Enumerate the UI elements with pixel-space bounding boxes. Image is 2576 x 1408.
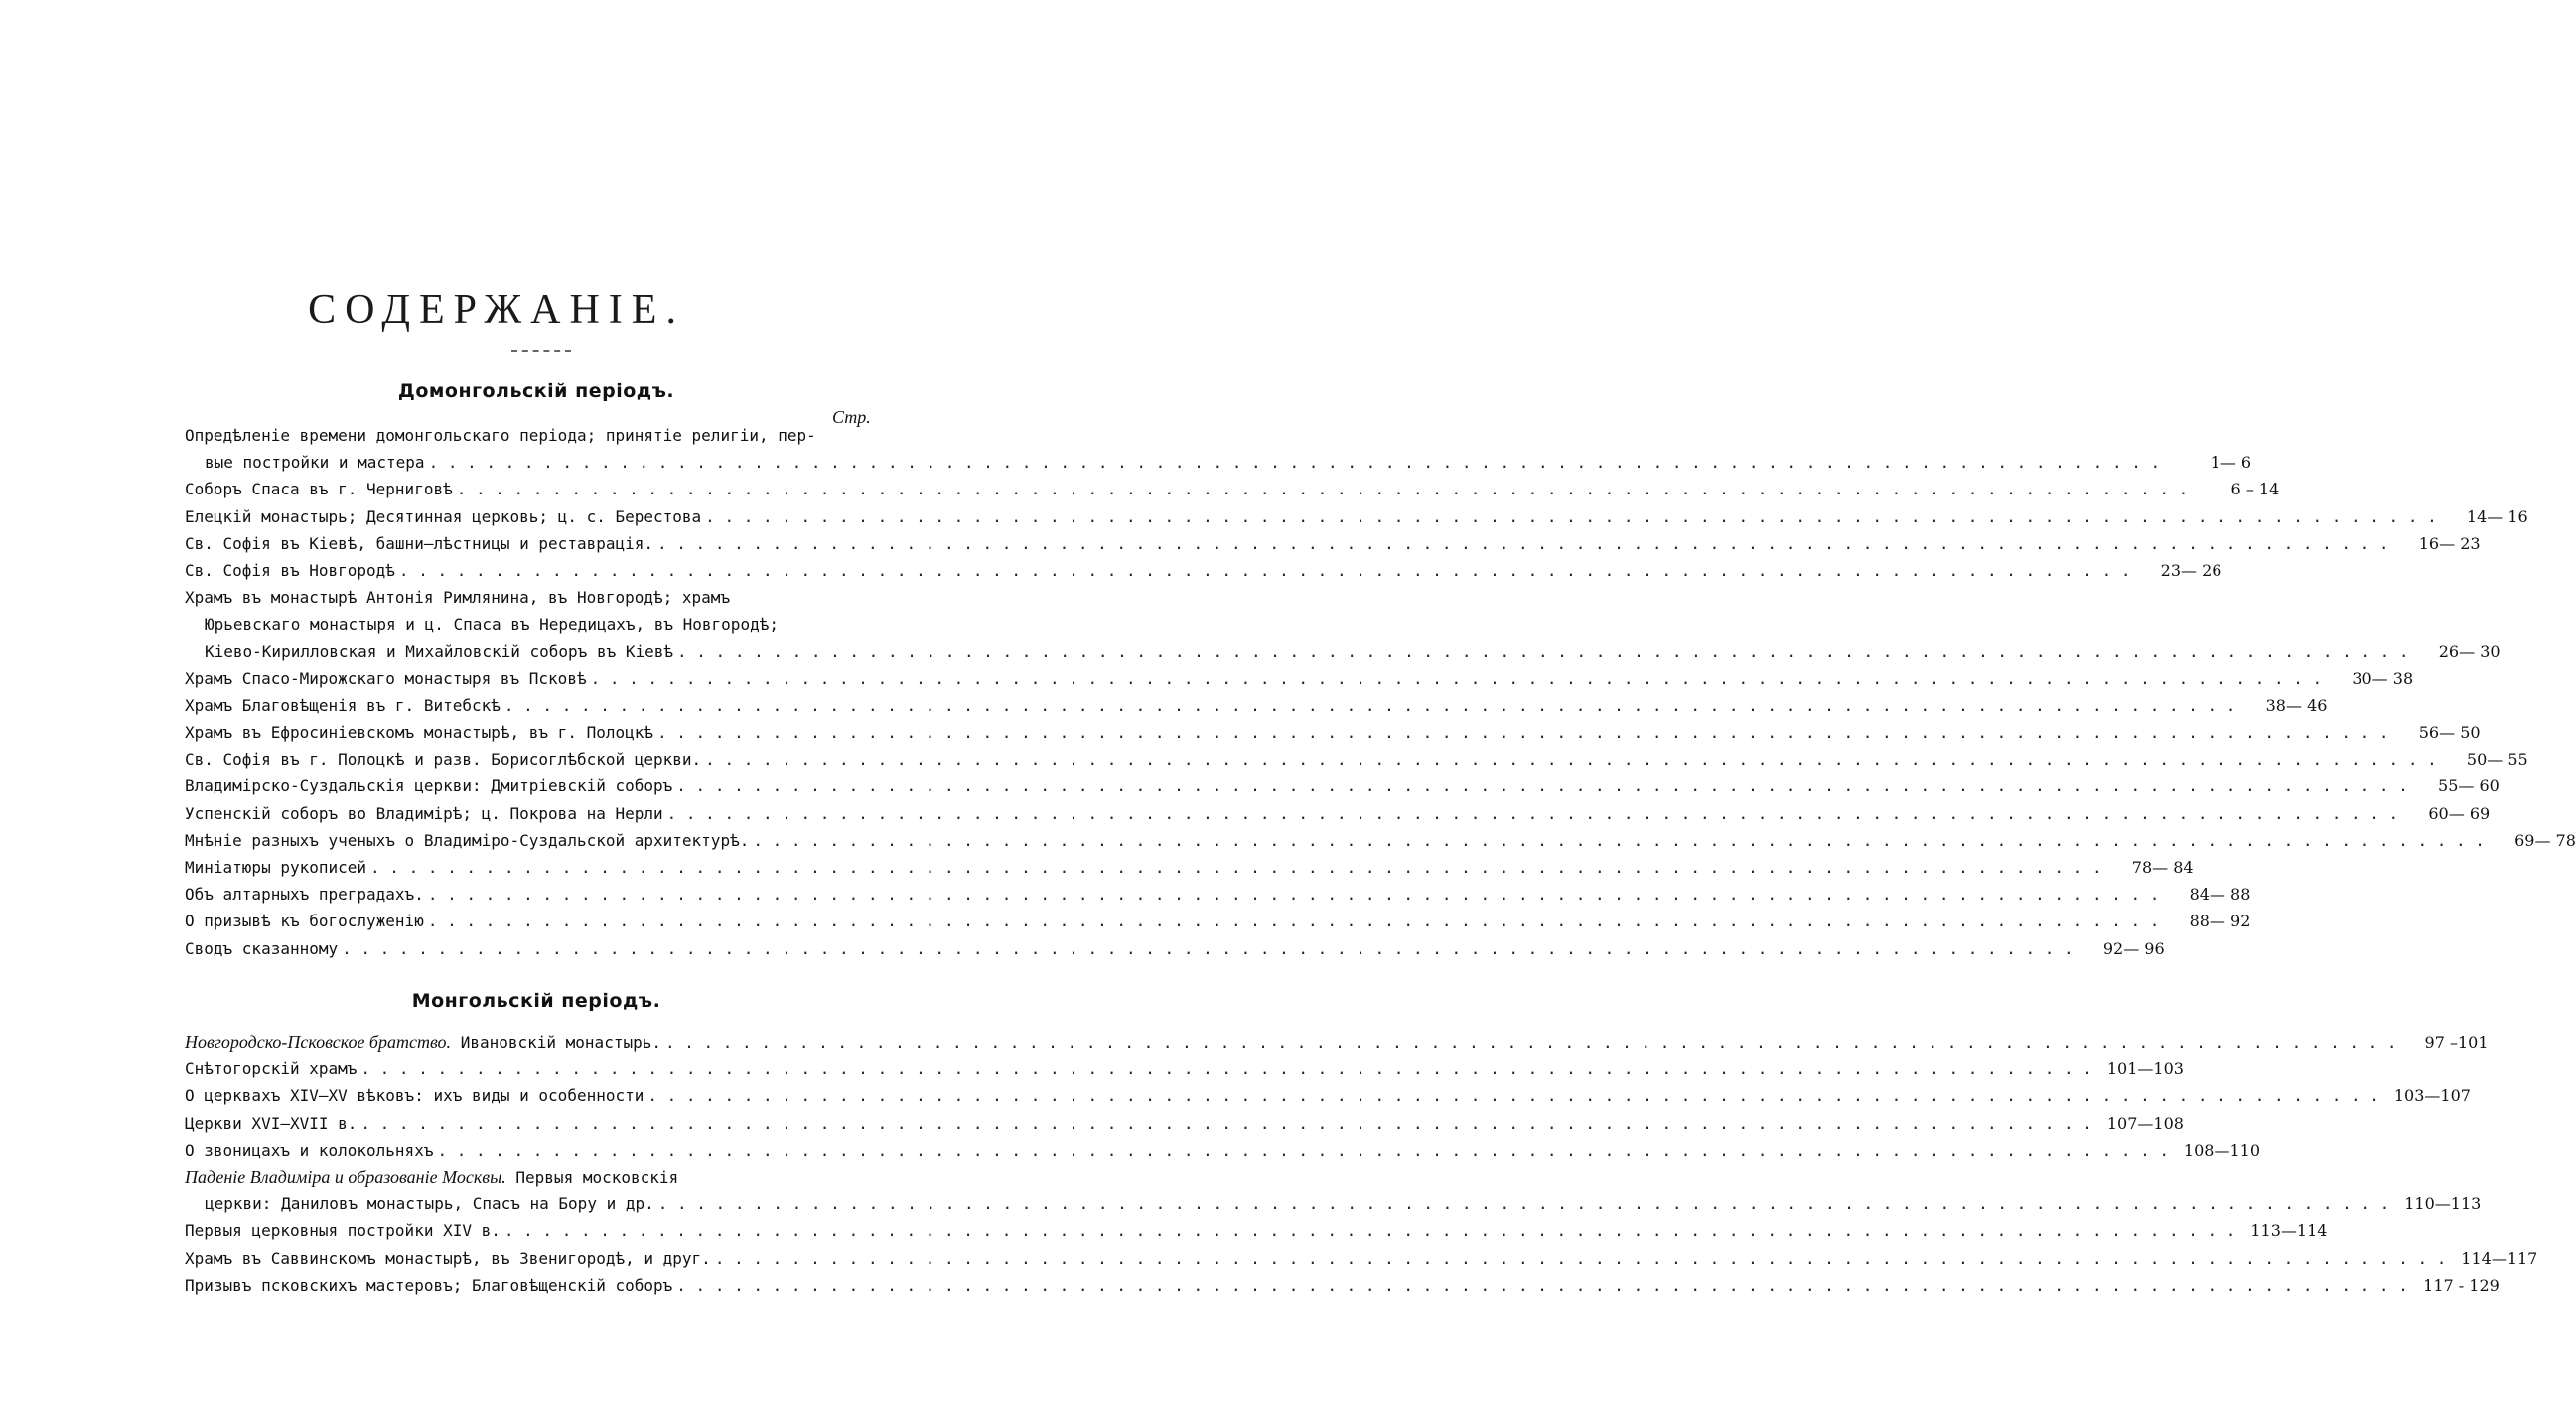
- dot-leader: [753, 827, 2485, 854]
- dot-leader: [657, 530, 2389, 557]
- dot-leader: [428, 908, 2160, 934]
- toc-entry-line: [185, 935, 2165, 962]
- toc-entry-line: [185, 1137, 2260, 1164]
- toc-entry-line: [185, 1217, 2328, 1244]
- toc-entry-text: [185, 1272, 672, 1299]
- toc-entry[interactable]: [185, 1137, 2260, 1164]
- toc-entry-text: [185, 422, 816, 449]
- toc-entry[interactable]: [185, 476, 2280, 502]
- toc-entry-text: [185, 1110, 357, 1137]
- toc-entry-text: [185, 584, 730, 611]
- toc-entry-line: [185, 827, 2576, 854]
- dot-leader: [665, 1029, 2397, 1056]
- toc-entry-line: [185, 692, 2328, 719]
- toc-entry[interactable]: [185, 800, 2491, 827]
- toc-entry-plain-text: Соборъ Спаса въ г. Черниговѣ: [185, 480, 453, 499]
- toc-entry-italic-text: Новгородско-Псковское братство.: [185, 1032, 452, 1052]
- toc-entry-pages: 30— 38: [2352, 668, 2414, 688]
- toc-entry-plain-text: Св. Софія въ Новгородѣ: [185, 560, 395, 580]
- toc-entry-plain-text: О звоницахъ и колокольняхъ: [185, 1140, 434, 1160]
- toc-entry[interactable]: [185, 719, 2481, 746]
- dot-leader: [705, 746, 2437, 773]
- toc-entry-pages: 14— 16: [2466, 506, 2528, 526]
- toc-entry-text: [185, 557, 395, 584]
- toc-entry[interactable]: [185, 584, 2501, 665]
- toc-entry-plain-text: Владимірско-Суздальскія церкви: Дмитріевскій соборъ: [185, 776, 673, 796]
- toc-entry[interactable]: [185, 1110, 2184, 1137]
- toc-entry-pages: 117 - 129: [2423, 1275, 2500, 1295]
- dot-leader: [715, 1245, 2447, 1272]
- toc-entry-pages: 56— 50: [2418, 723, 2481, 743]
- toc-entry-text: [185, 1137, 433, 1164]
- toc-entry-line: [185, 1056, 2184, 1082]
- toc-entry-pages: 38— 46: [2265, 695, 2328, 715]
- toc-entry[interactable]: [185, 503, 2528, 530]
- toc-entry-plain-text: Церкви XVI—XVII в.: [185, 1113, 358, 1133]
- toc-entry-line: [185, 1110, 2184, 1137]
- toc-entry-text: [185, 692, 501, 719]
- toc-entry-line: [185, 665, 2414, 692]
- toc-entry-pages: 110—113: [2404, 1195, 2482, 1214]
- toc-entry-plain-text: Храмъ въ Саввинскомъ монастырѣ, въ Звенигородѣ, и друг.: [185, 1248, 711, 1268]
- toc-list-mongol: [185, 1029, 2538, 1299]
- toc-entry-line: [185, 422, 898, 449]
- toc-entry-plain-text: Елецкій монастырь; Десятинная церковь; ц. с. Берестова: [185, 506, 702, 526]
- toc-entry-plain-text: Ивановскій монастырь.: [451, 1033, 661, 1052]
- toc-entry-line: [185, 1245, 2538, 1272]
- page-title: СОДЕРЖАНІЕ.: [308, 287, 685, 333]
- toc-entry[interactable]: [185, 773, 2500, 799]
- toc-entry-plain-text: Опредѣленіе времени домонгольскаго періода; принятіе религіи, пер-: [185, 426, 816, 445]
- dot-leader: [647, 1082, 2379, 1109]
- toc-entry[interactable]: [185, 1217, 2328, 1244]
- toc-entry[interactable]: [185, 422, 2252, 476]
- toc-entry-pages: 6 – 14: [2230, 480, 2280, 499]
- toc-entry-text: [185, 476, 453, 502]
- toc-entry-text: [185, 1245, 711, 1272]
- toc-entry-line: [185, 584, 898, 611]
- toc-entry-line: [185, 773, 2500, 799]
- toc-entry[interactable]: [185, 1164, 2482, 1217]
- toc-entry-plain-text: Св. Софія въ Кіевѣ, башни—лѣстницы и реставрація.: [185, 533, 654, 553]
- toc-entry[interactable]: [185, 908, 2251, 934]
- dot-leader: [370, 854, 2102, 881]
- toc-entry-text: [185, 1082, 644, 1109]
- toc-entry-plain-text: Кіево-Кирилловская и Михайловскій соборъ въ Кіевѣ: [205, 641, 674, 661]
- toc-entry-plain-text: Первыя московскія: [505, 1167, 679, 1187]
- toc-entry-pages: 78— 84: [2131, 858, 2194, 877]
- dot-leader: [429, 449, 2161, 476]
- title-ornament: [511, 350, 571, 353]
- toc-entry-pages: 114—117: [2461, 1248, 2538, 1268]
- toc-entry-text: [185, 1029, 661, 1056]
- toc-entry-text: [205, 611, 779, 637]
- dot-leader: [676, 1272, 2408, 1299]
- toc-entry[interactable]: [185, 881, 2251, 908]
- toc-entry-text: [205, 1191, 654, 1217]
- dot-leader: [677, 638, 2409, 665]
- toc-entry-pages: 101—103: [2106, 1059, 2184, 1079]
- toc-entry-line: [185, 881, 2251, 908]
- toc-entry-italic-text: Паденіе Владиміра и образованіе Москвы.: [185, 1166, 506, 1187]
- toc-entry-plain-text: Первыя церковныя постройки XIV в.: [185, 1221, 501, 1241]
- toc-entry-plain-text: Храмъ Спасо-Мирожскаго монастыря въ Псковѣ: [185, 668, 587, 688]
- toc-entry-plain-text: Храмъ въ монастырѣ Антонія Римлянина, въ Новгородѣ; храмъ: [185, 588, 731, 608]
- toc-entry-text: [185, 854, 366, 881]
- dot-leader: [342, 935, 2074, 962]
- toc-entry-pages: 108—110: [2183, 1140, 2260, 1160]
- toc-entry[interactable]: [185, 1245, 2538, 1272]
- toc-entry-text: [185, 1217, 501, 1244]
- toc-entry-plain-text: Храмъ Благовѣщенія въ г. Витебскѣ: [185, 695, 501, 715]
- toc-entry[interactable]: [185, 1272, 2500, 1299]
- dot-leader: [360, 1110, 2092, 1137]
- toc-entry-plain-text: Мнѣніе разныхъ ученыхъ о Владиміро-Суздальской архитектурѣ.: [185, 830, 750, 850]
- toc-entry-line: [185, 638, 2501, 665]
- toc-entry-plain-text: Миніатюры рукописей: [185, 858, 367, 877]
- dot-leader: [504, 1217, 2236, 1244]
- toc-entry-text: [185, 773, 672, 799]
- toc-entry-plain-text: церкви: Даниловъ монастырь, Спасъ на Бору и др.: [205, 1195, 654, 1214]
- toc-entry-pages: 26— 30: [2438, 641, 2501, 661]
- toc-entry-pages: 16— 23: [2418, 533, 2481, 553]
- toc-entry-line: [185, 1272, 2500, 1299]
- toc-entry-pages: 60— 69: [2428, 803, 2491, 823]
- toc-entry-text: [185, 1164, 678, 1191]
- dot-leader: [360, 1056, 2092, 1082]
- dot-leader: [457, 476, 2189, 502]
- toc-entry-plain-text: О церквахъ XIV—XV вѣковъ: ихъ виды и особенности: [185, 1086, 644, 1106]
- section-heading-mongol: Монгольскій періодъ.: [411, 990, 661, 1012]
- toc-entry-text: [185, 503, 701, 530]
- dot-leader: [667, 800, 2399, 827]
- toc-entry-text: [205, 449, 425, 476]
- toc-entry-plain-text: Храмъ въ Ефросиніевскомъ монастырѣ, въ г. Полоцкѣ: [185, 723, 654, 743]
- toc-entry-pages: 107—108: [2106, 1113, 2184, 1133]
- dot-leader: [658, 1191, 2390, 1217]
- toc-entry-text: [185, 665, 587, 692]
- toc-entry-plain-text: Снѣтогорскій храмъ: [185, 1059, 358, 1079]
- toc-list-premongol: [185, 422, 2576, 962]
- toc-entry-plain-text: Сводъ сказанному: [185, 938, 339, 958]
- toc-entry-line: [185, 1191, 2482, 1217]
- toc-entry[interactable]: [185, 557, 2222, 584]
- toc-entry-plain-text: Призывъ псковскихъ мастеровъ; Благовѣщенскій соборъ: [185, 1275, 673, 1295]
- toc-entry[interactable]: [185, 827, 2576, 854]
- toc-entry-line: [185, 800, 2491, 827]
- toc-entry-line: [185, 719, 2481, 746]
- toc-entry-text: [185, 827, 749, 854]
- toc-entry-line: [185, 476, 2280, 502]
- dot-leader: [428, 881, 2160, 908]
- toc-entry-line: [185, 530, 2481, 557]
- toc-entry[interactable]: [185, 1056, 2184, 1082]
- toc-entry-pages: 113—114: [2250, 1221, 2328, 1241]
- toc-entry-plain-text: Успенскій соборъ во Владимірѣ; ц. Покрова на Нерли: [185, 803, 663, 823]
- toc-entry-plain-text: Объ алтарныхъ преградахъ.: [185, 885, 424, 905]
- toc-entry[interactable]: [185, 1029, 2489, 1056]
- toc-entry-plain-text: О призывѣ къ богослуженію: [185, 912, 424, 931]
- toc-entry-plain-text: вые постройки и мастера: [205, 453, 425, 473]
- toc-entry-text: [185, 1056, 357, 1082]
- toc-entry[interactable]: [185, 854, 2194, 881]
- toc-entry-pages: 69— 78: [2514, 830, 2576, 850]
- section-heading-premongol: Домонгольскій періодъ.: [397, 380, 675, 402]
- toc-entry-text: [185, 530, 653, 557]
- toc-entry-line: [185, 611, 898, 637]
- page-column-label: Стр.: [832, 407, 871, 427]
- toc-entry-pages: 88— 92: [2189, 912, 2251, 931]
- dot-leader: [676, 773, 2408, 799]
- toc-entry-line: [185, 908, 2251, 934]
- toc-entry-text: [185, 746, 701, 773]
- toc-entry-text: [185, 719, 653, 746]
- toc-entry-line: [185, 854, 2194, 881]
- toc-entry[interactable]: [185, 935, 2165, 962]
- toc-entry[interactable]: [185, 746, 2528, 773]
- toc-entry-text: [185, 935, 338, 962]
- toc-entry[interactable]: [185, 692, 2328, 719]
- toc-entry-plain-text: Юрьевскаго монастыря и ц. Спаса въ Нередицахъ, въ Новгородѣ;: [205, 615, 779, 634]
- toc-entry-line: [185, 1164, 898, 1191]
- toc-entry-pages: 84— 88: [2189, 885, 2251, 905]
- dot-leader: [399, 557, 2131, 584]
- toc-entry-text: [185, 881, 424, 908]
- toc-entry-line: [185, 557, 2222, 584]
- toc-entry[interactable]: [185, 530, 2481, 557]
- toc-entry-line: [185, 1029, 2489, 1056]
- toc-entry[interactable]: [185, 665, 2414, 692]
- toc-entry-pages: 1— 6: [2210, 453, 2252, 473]
- dot-leader: [705, 503, 2437, 530]
- dot-leader: [504, 692, 2236, 719]
- toc-entry-text: [205, 638, 673, 665]
- toc-entry-pages: 23— 26: [2160, 560, 2222, 580]
- dot-leader: [437, 1137, 2169, 1164]
- toc-entry-text: [185, 908, 424, 934]
- toc-entry-pages: 103—107: [2393, 1086, 2471, 1106]
- toc-entry-line: [185, 449, 2252, 476]
- toc-entry-pages: 55— 60: [2438, 776, 2500, 796]
- toc-entry-line: [185, 503, 2528, 530]
- toc-entry-text: [185, 800, 663, 827]
- toc-entry-pages: 97 –101: [2424, 1033, 2489, 1052]
- toc-entry-line: [185, 1082, 2471, 1109]
- toc-entry-plain-text: Св. Софія въ г. Полоцкѣ и разв. Борисоглѣбской церкви.: [185, 750, 702, 770]
- dot-leader: [591, 665, 2323, 692]
- toc-entry[interactable]: [185, 1082, 2471, 1109]
- toc-entry-line: [185, 746, 2528, 773]
- toc-entry-pages: 92— 96: [2102, 938, 2165, 958]
- dot-leader: [657, 719, 2389, 746]
- toc-entry-pages: 50— 55: [2466, 750, 2528, 770]
